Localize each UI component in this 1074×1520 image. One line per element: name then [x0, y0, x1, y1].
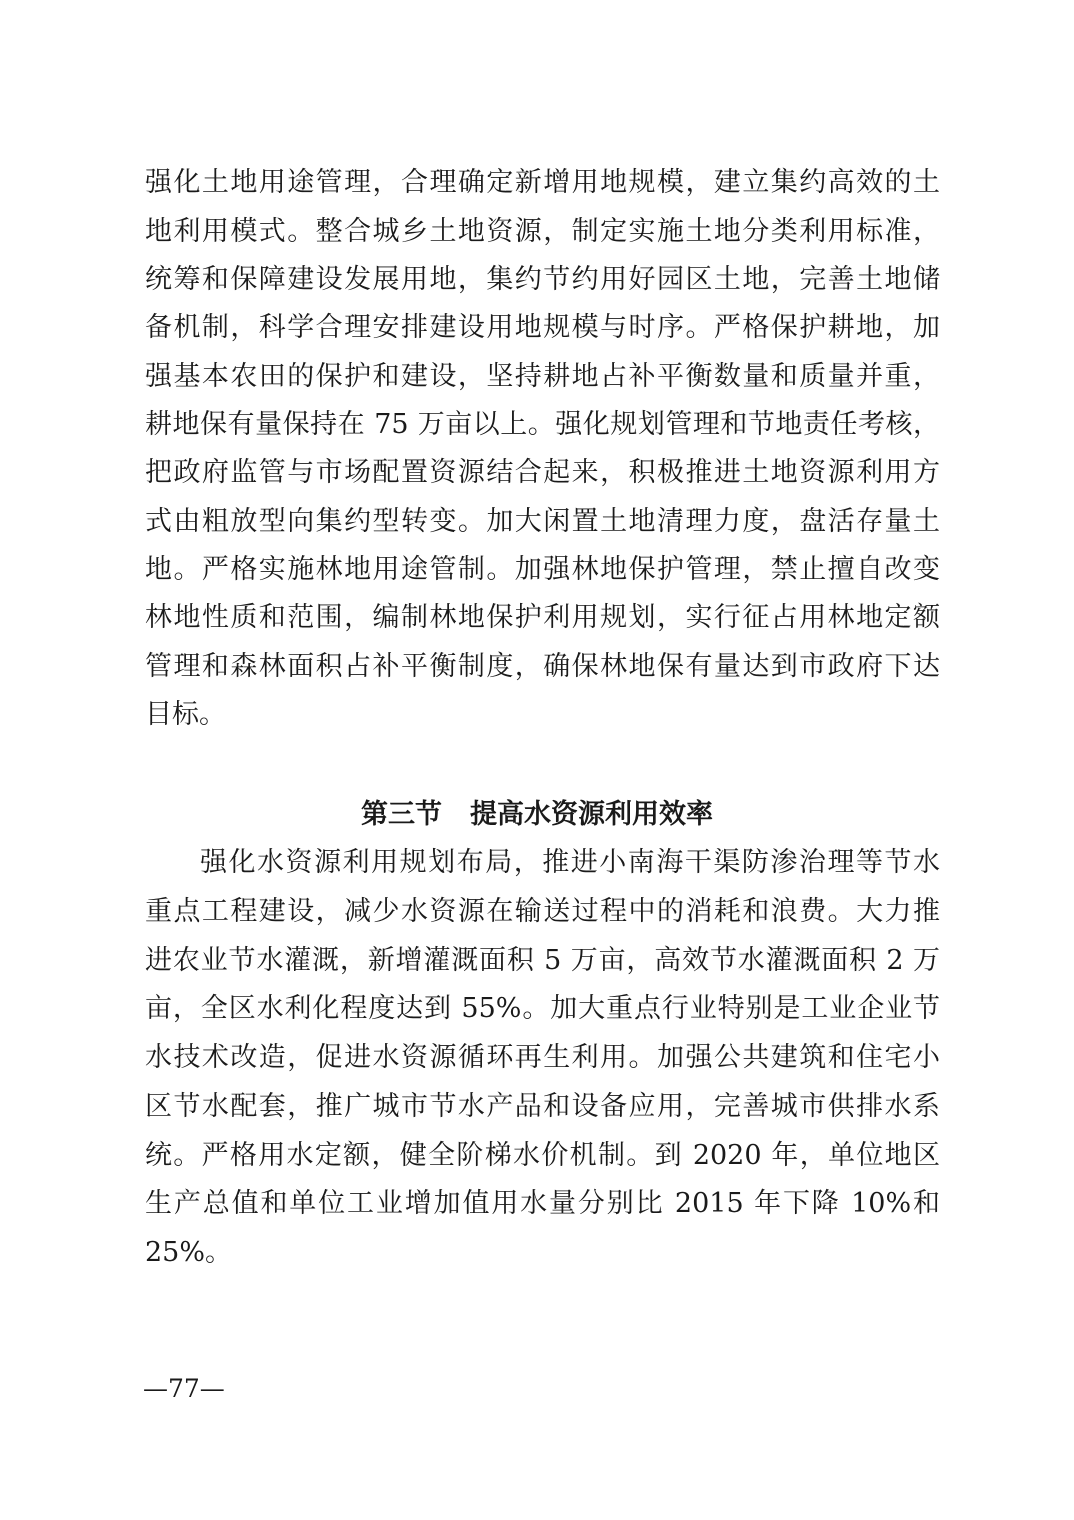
text-line: 管理和森林面积占补平衡制度，确保林地保有量达到市政府下达: [145, 651, 940, 682]
page-number: —77—: [143, 1374, 225, 1403]
text-line: 目标。: [145, 699, 226, 730]
text-line: 25%。: [145, 1237, 233, 1268]
section-heading: [0, 797, 1074, 833]
text-line: 区节水配套，推广城市节水产品和设备应用，完善城市供排水系: [145, 1091, 940, 1122]
text-line: 强化土地用途管理，合理确定新增用地规模，建立集约高效的土: [145, 167, 940, 198]
text-line: 地。严格实施林地用途管制。加强林地保护管理，禁止擅自改变: [145, 554, 940, 585]
text-line: 强基本农田的保护和建设，坚持耕地占补平衡数量和质量并重，: [145, 361, 940, 392]
text-line: 把政府监管与市场配置资源结合起来，积极推进土地资源利用方: [145, 457, 940, 488]
section-number: 第三节: [361, 799, 442, 830]
text-line: 备机制，科学合理安排建设用地规模与时序。严格保护耕地，加: [145, 312, 940, 343]
text-line: 林地性质和范围，编制林地保护利用规划，实行征占用林地定额: [145, 602, 940, 633]
text-line: 耕地保有量保持在 75 万亩以上。强化规划管理和节地责任考核，: [145, 409, 940, 440]
text-line: 亩，全区水利化程度达到 55%。加大重点行业特别是工业企业节: [145, 993, 940, 1024]
text-line: 进农业节水灌溉，新增灌溉面积 5 万亩，高效节水灌溉面积 2 万: [145, 945, 940, 976]
text-line: 地利用模式。整合城乡土地资源，制定实施土地分类利用标准，: [145, 216, 940, 247]
text-line: 统筹和保障建设发展用地，集约节约用好园区土地，完善土地储: [145, 264, 940, 295]
text-line: 强化水资源利用规划布局，推进小南海干渠防渗治理等节水: [200, 847, 940, 878]
section-title: 提高水资源利用效率: [470, 799, 713, 830]
text-line: 式由粗放型向集约型转变。加大闲置土地清理力度，盘活存量土: [145, 506, 940, 537]
text-line: 统。严格用水定额，健全阶梯水价机制。到 2020 年，单位地区: [145, 1140, 940, 1171]
text-line: 水技术改造，促进水资源循环再生利用。加强公共建筑和住宅小: [145, 1042, 940, 1073]
text-line: 重点工程建设，减少水资源在输送过程中的消耗和浪费。大力推: [145, 896, 940, 927]
text-line: 生产总值和单位工业增加值用水量分别比 2015 年下降 10%和: [145, 1188, 940, 1219]
